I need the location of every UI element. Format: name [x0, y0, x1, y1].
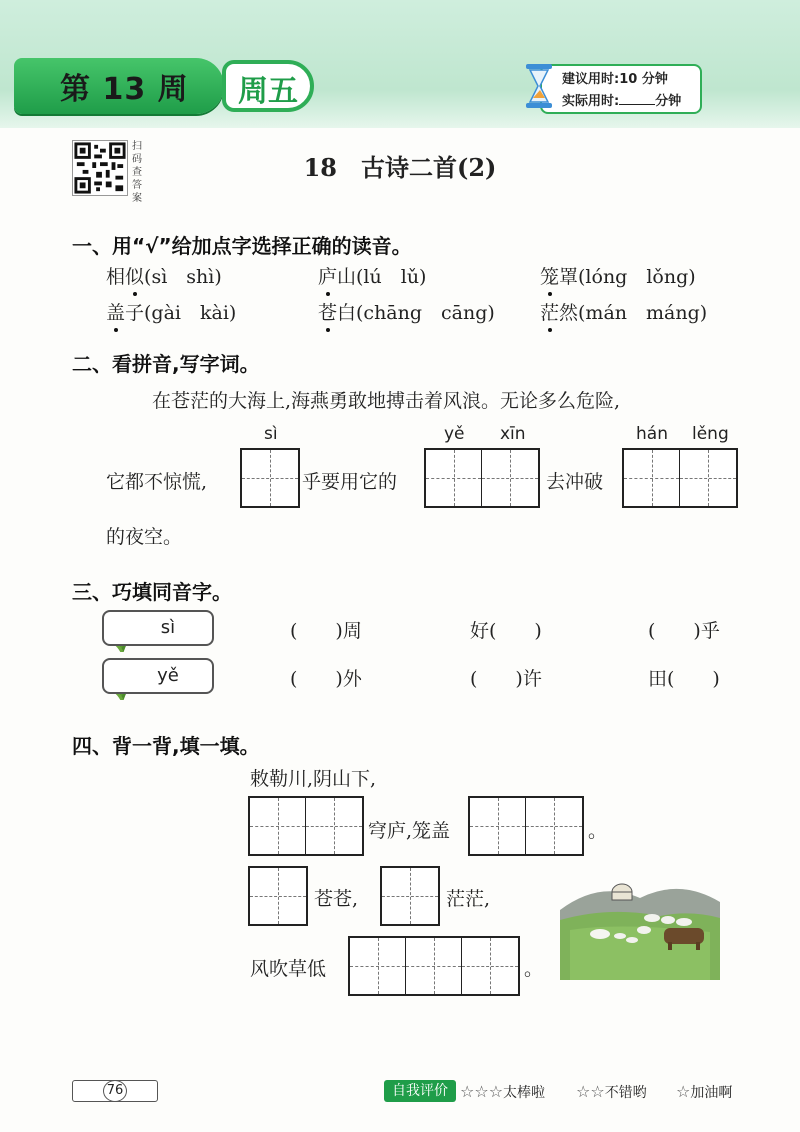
- poem-line-1: 敕勒川,阴山下,: [250, 768, 377, 790]
- pinyin-label: sì: [264, 424, 278, 444]
- week-label: 第 13 周: [60, 72, 189, 107]
- dotted-char: 似: [125, 266, 145, 288]
- pinyin-choice-item[interactable]: 笼罩(lóng lǒng): [540, 266, 696, 288]
- pinyin-label: yě: [444, 424, 465, 444]
- dotted-char: 庐: [318, 266, 338, 288]
- poem-line-3b: 茫茫,: [446, 888, 491, 910]
- eval-keep[interactable]: ☆加油啊: [676, 1082, 733, 1101]
- eval-good[interactable]: ☆☆不错哟: [576, 1082, 647, 1101]
- section1-heading: 一、用“√”给加点字选择正确的读音。: [72, 234, 412, 258]
- pinyin-choice-item[interactable]: 盖子(gài kài): [106, 302, 237, 324]
- writing-grid-hanleng[interactable]: [622, 448, 738, 508]
- section4-heading: 四、背一背,填一填。: [72, 734, 260, 758]
- pinyin-choice-item[interactable]: 庐山(lú lǔ): [318, 266, 427, 288]
- dotted-char: 盖: [106, 302, 126, 324]
- pinyin-choice-item[interactable]: 苍白(chāng cāng): [318, 302, 495, 324]
- star-icon: ☆☆☆: [460, 1082, 504, 1101]
- grassland-illustration: [560, 870, 720, 980]
- dotted-char: 茫: [540, 302, 560, 324]
- actual-time: [562, 90, 681, 109]
- actual-time-label: 实际用时:: [562, 94, 620, 109]
- hourglass-icon: [524, 62, 554, 110]
- homophone-blank[interactable]: ( )乎: [648, 620, 720, 642]
- passage-line-2a: 它都不惊慌,: [106, 471, 208, 493]
- homophone-blank[interactable]: ( )外: [290, 668, 362, 690]
- poem-grid-2[interactable]: [468, 796, 584, 856]
- pinyin-tag-ye: yě: [102, 658, 214, 694]
- day-label: 周五: [238, 74, 298, 109]
- poem-line-2a: 穹庐,笼盖: [368, 820, 451, 842]
- poem-line-4a: 风吹草低: [250, 958, 327, 980]
- pinyin-choice-item[interactable]: 茫然(mán máng): [540, 302, 708, 324]
- pinyin-label: xīn: [500, 424, 526, 444]
- section2-heading: 二、看拼音,写字词。: [72, 352, 260, 376]
- page-number: 76: [103, 1080, 127, 1102]
- actual-time-unit: 分钟: [655, 94, 682, 109]
- eval-great[interactable]: ☆☆☆太棒啦: [460, 1082, 546, 1101]
- homophone-blank[interactable]: ( )许: [470, 668, 542, 690]
- poem-grid-4[interactable]: [380, 866, 440, 926]
- pinyin-tag-si: sì: [102, 610, 214, 646]
- homophone-blank[interactable]: 田( ): [648, 668, 720, 690]
- dotted-char: 苍: [318, 302, 338, 324]
- star-icon: ☆: [676, 1082, 691, 1101]
- passage-line-2b: 乎要用它的: [302, 471, 398, 493]
- pinyin-label: lěng: [692, 424, 729, 444]
- actual-time-blank[interactable]: [619, 93, 655, 105]
- poem-grid-5[interactable]: [348, 936, 520, 996]
- dotted-char: 笼: [540, 266, 560, 288]
- star-icon: ☆☆: [576, 1082, 605, 1101]
- writing-grid-si[interactable]: [240, 448, 300, 508]
- writing-grid-yexin[interactable]: [424, 448, 540, 508]
- poem-line-3a: 苍苍,: [314, 888, 359, 910]
- homophone-blank[interactable]: 好( ): [470, 620, 542, 642]
- poem-grid-3[interactable]: [248, 866, 308, 926]
- pinyin-choice-item[interactable]: 相似(sì shì): [106, 266, 222, 288]
- poem-line-4b: 。: [524, 958, 544, 980]
- poem-line-2b: 。: [588, 820, 608, 842]
- passage-line-2c: 去冲破: [546, 471, 604, 493]
- suggested-time: 建议用时:10 分钟: [562, 72, 668, 87]
- qr-label: 扫码查答案: [132, 141, 142, 204]
- self-eval-tag: 自我评价: [384, 1080, 456, 1102]
- section3-heading: 三、巧填同音字。: [72, 580, 232, 604]
- poem-grid-1[interactable]: [248, 796, 364, 856]
- homophone-blank[interactable]: ( )周: [290, 620, 362, 642]
- pinyin-label: hán: [636, 424, 668, 444]
- passage-line-3: 的夜空。: [106, 526, 183, 548]
- passage-line-1: 在苍茫的大海上,海燕勇敢地搏击着风浪。无论多么危险,: [152, 390, 621, 412]
- page-title: 18 古诗二首(2): [303, 153, 497, 182]
